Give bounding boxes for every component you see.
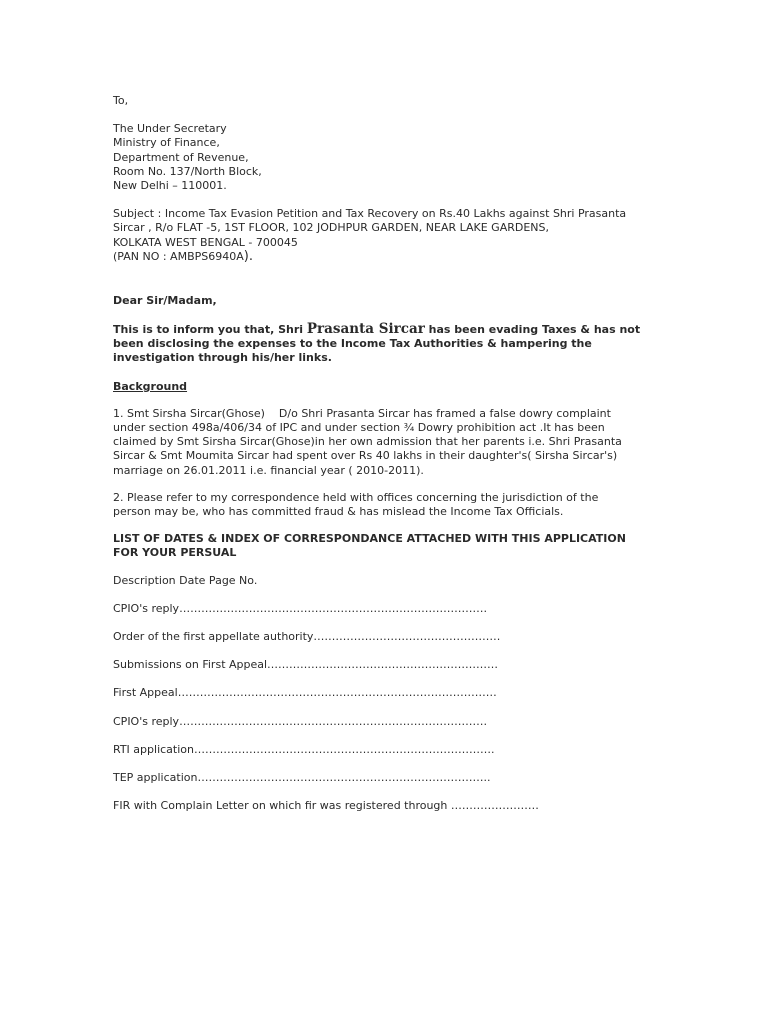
index-item: TEP application……………………………………………………………………..	[113, 771, 491, 785]
address-line: Room No. 137/North Block,	[113, 164, 262, 178]
background-heading: Background	[113, 379, 188, 393]
intro-line	[113, 322, 673, 337]
list-heading-line: LIST OF DATES & INDEX OF CORRESPONDANCE ATTACHED WITH THIS APPLICATION	[113, 532, 626, 546]
list-heading	[113, 532, 673, 560]
point-line: marriage on 26.01.2011 i.e. financial year ( 2010-2011).	[113, 463, 424, 477]
index-item: First Appeal……………………………………………………………………………	[113, 686, 497, 700]
intro-paragraph	[113, 322, 673, 365]
subject-line	[113, 250, 673, 264]
index-item: CPIO's reply…………………………………………………………………………	[113, 714, 488, 728]
index-header: Description Date Page No.	[113, 573, 258, 587]
pan-text: (PAN NO : AMBPS6940A	[113, 249, 244, 263]
subject-line: KOLKATA WEST BENGAL - 700045	[113, 235, 298, 249]
intro-part1: This is to inform you that, Shri	[113, 323, 307, 337]
point-line: claimed by Smt Sirsha Sircar(Ghose)in her own admission that her parents i.e. Shri Prasanta	[113, 435, 622, 449]
letter-document	[113, 94, 673, 828]
point-line: 1. Smt Sirsha Sircar(Ghose) D/o Shri Prasanta Sircar has framed a false dowry complaint	[113, 406, 611, 420]
point-line: Sircar & Smt Moumita Sircar had spent over Rs 40 lakhs in their daughter's( Sirsha Sircar's)	[113, 449, 618, 463]
accused-name: Prasanta Sircar	[306, 321, 425, 338]
index-item: RTI application……………………………………………………………………….	[113, 742, 495, 756]
index-item: Order of the first appellate authority……………………………………………	[113, 630, 501, 644]
point-line: person may be, who has committed fraud & has mislead the Income Tax Officials.	[113, 505, 564, 519]
point-2-paragraph	[113, 491, 673, 519]
address-line: New Delhi – 110001.	[113, 179, 227, 193]
subject-line: Subject : Income Tax Evasion Petition and Tax Recovery on Rs.40 Lakhs against Shri Prasanta	[113, 207, 627, 221]
index-item: Submissions on First Appeal………………………………………………………	[113, 658, 499, 672]
index-item: CPIO's reply…………………………………………………………………………	[113, 601, 488, 615]
point-line: under section 498a/406/34 of IPC and under section ¾ Dowry prohibition act .It has been	[113, 421, 605, 435]
address-line: The Under Secretary	[113, 122, 227, 136]
point-1-paragraph	[113, 407, 673, 478]
subject-line: Sircar , R/o FLAT -5, 1ST FLOOR, 102 JODHPUR GARDEN, NEAR LAKE GARDENS,	[113, 221, 549, 235]
address-line: Ministry of Finance,	[113, 136, 220, 150]
list-heading-line: FOR YOUR PERSUAL	[113, 546, 237, 560]
greeting: Dear Sir/Madam,	[113, 294, 217, 308]
point-line: 2. Please refer to my correspondence held with offices concerning the jurisdiction of the	[113, 490, 599, 504]
salutation-to: To,	[113, 94, 129, 107]
subject-block	[113, 207, 673, 264]
intro-line: investigation through his/her links.	[113, 351, 332, 365]
recipient-address	[113, 122, 673, 193]
address-line: Department of Revenue,	[113, 150, 249, 164]
intro-part2: has been evading Taxes & has not	[424, 323, 641, 337]
index-item: FIR with Complain Letter on which fir was registered through ……………………	[113, 799, 539, 813]
index-list	[113, 602, 673, 814]
intro-line: been disclosing the expenses to the Income Tax Authorities & hampering the	[113, 337, 592, 351]
pan-close: ).	[243, 248, 253, 264]
